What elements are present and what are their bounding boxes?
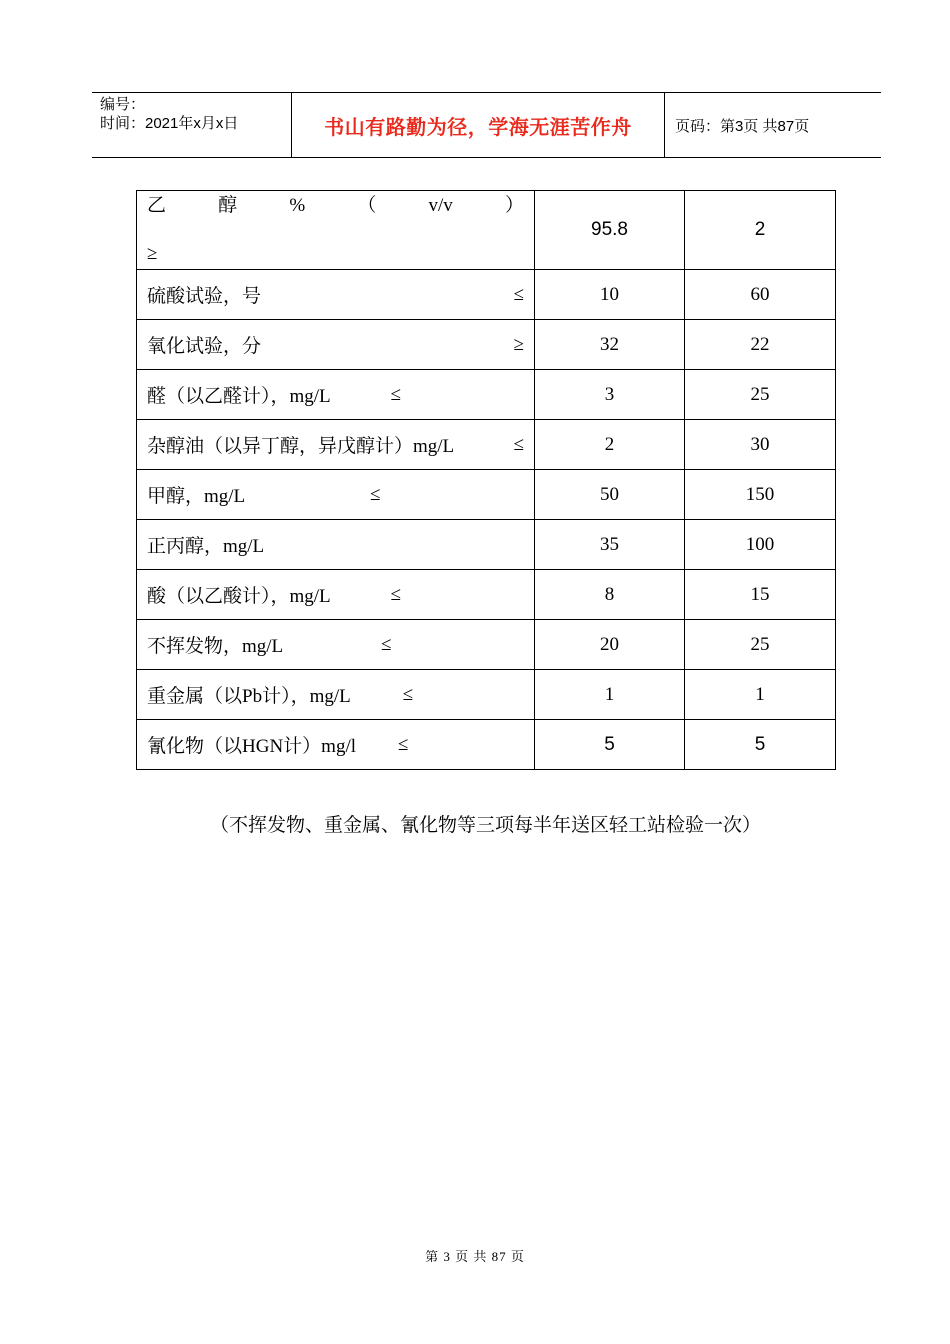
table-row bbox=[137, 191, 836, 270]
value-cell-2: 5 bbox=[685, 720, 836, 770]
item-cell bbox=[137, 270, 535, 320]
value-cell-1: 32 bbox=[535, 320, 685, 370]
table-row bbox=[137, 420, 836, 470]
item-label: 正丙醇，mg/L bbox=[147, 536, 265, 557]
table-row bbox=[137, 470, 836, 520]
item-op: ≤ bbox=[398, 733, 409, 755]
item-op: ≥ bbox=[513, 333, 524, 355]
item-part: % bbox=[289, 195, 306, 216]
value-cell-2: 22 bbox=[685, 320, 836, 370]
item-op: ≤ bbox=[390, 583, 402, 605]
value-cell-2: 60 bbox=[685, 270, 836, 320]
page-header bbox=[92, 92, 881, 158]
table-row bbox=[137, 670, 836, 720]
value-cell-1: 35 bbox=[535, 520, 685, 570]
item-op: ≤ bbox=[402, 683, 414, 705]
item-label: 甲醇，mg/L bbox=[147, 486, 246, 507]
item-part: 醇 bbox=[218, 195, 238, 216]
value-cell-2: 25 bbox=[685, 620, 836, 670]
value-cell-2: 30 bbox=[685, 420, 836, 470]
value-cell-2: 15 bbox=[685, 570, 836, 620]
value-cell-2: 100 bbox=[685, 520, 836, 570]
item-cell bbox=[137, 570, 535, 620]
value-cell-1: 8 bbox=[535, 570, 685, 620]
table-row bbox=[137, 520, 836, 570]
item-label: 氧化试验，分 bbox=[147, 336, 262, 357]
item-label: 醛（以乙醛计），mg/L bbox=[147, 386, 331, 407]
spec-table bbox=[136, 190, 836, 770]
table-row bbox=[137, 570, 836, 620]
value-cell-1: 20 bbox=[535, 620, 685, 670]
value-cell-2: 25 bbox=[685, 370, 836, 420]
table-row bbox=[137, 370, 836, 420]
item-part: v/v bbox=[428, 195, 453, 216]
value-cell-1: 50 bbox=[535, 470, 685, 520]
number-label: 编号： bbox=[100, 96, 146, 113]
page-footer: 第 3 页 共 87 页 bbox=[425, 1249, 525, 1264]
value-cell-2: 150 bbox=[685, 470, 836, 520]
item-op: ≤ bbox=[390, 383, 402, 405]
time-label: 时间：2021年x月x日 bbox=[100, 115, 239, 132]
item-cell bbox=[137, 370, 535, 420]
item-part: （ bbox=[357, 195, 377, 216]
header-motto: 书山有路勤为径，学海无涯苦作舟 bbox=[292, 93, 665, 157]
item-op: ≤ bbox=[513, 283, 524, 305]
item-label: 酸（以乙酸计），mg/L bbox=[147, 586, 331, 607]
item-cell bbox=[137, 191, 535, 270]
table-note: （不挥发物、重金属、氰化物等三项每半年送区轻工站检验一次） bbox=[209, 815, 761, 836]
item-label: 硫酸试验，号 bbox=[147, 286, 262, 307]
item-label: 氰化物（以HGN计）mg/l bbox=[147, 736, 357, 757]
table-row bbox=[137, 620, 836, 670]
item-cell bbox=[137, 620, 535, 670]
value-cell-1: 10 bbox=[535, 270, 685, 320]
item-cell bbox=[137, 720, 535, 770]
item-op: ≤ bbox=[513, 433, 524, 455]
table-row bbox=[137, 320, 836, 370]
header-page-info: 页码：第3页 共87页 bbox=[675, 117, 810, 135]
item-part: 乙 bbox=[147, 195, 167, 216]
item-label: 重金属（以Pb计），mg/L bbox=[147, 686, 351, 707]
item-cell bbox=[137, 320, 535, 370]
item-op: ≤ bbox=[370, 483, 381, 505]
item-label: 不挥发物，mg/L bbox=[147, 636, 284, 657]
value-cell-2: 2 bbox=[685, 191, 836, 270]
value-cell-1: 3 bbox=[535, 370, 685, 420]
item-op: ≥ bbox=[147, 243, 158, 264]
header-meta bbox=[92, 93, 292, 157]
item-cell bbox=[137, 470, 535, 520]
item-cell bbox=[137, 420, 535, 470]
item-cell bbox=[137, 670, 535, 720]
table-row bbox=[137, 720, 836, 770]
item-label: 杂醇油（以异丁醇，异戊醇计）mg/L bbox=[147, 436, 455, 457]
item-cell bbox=[137, 520, 535, 570]
value-cell-1: 5 bbox=[535, 720, 685, 770]
table-row bbox=[137, 270, 836, 320]
value-cell-1: 95.8 bbox=[535, 191, 685, 270]
value-cell-1: 1 bbox=[535, 670, 685, 720]
item-part: ） bbox=[504, 195, 524, 216]
value-cell-2: 1 bbox=[685, 670, 836, 720]
item-op: ≤ bbox=[381, 633, 392, 655]
value-cell-1: 2 bbox=[535, 420, 685, 470]
